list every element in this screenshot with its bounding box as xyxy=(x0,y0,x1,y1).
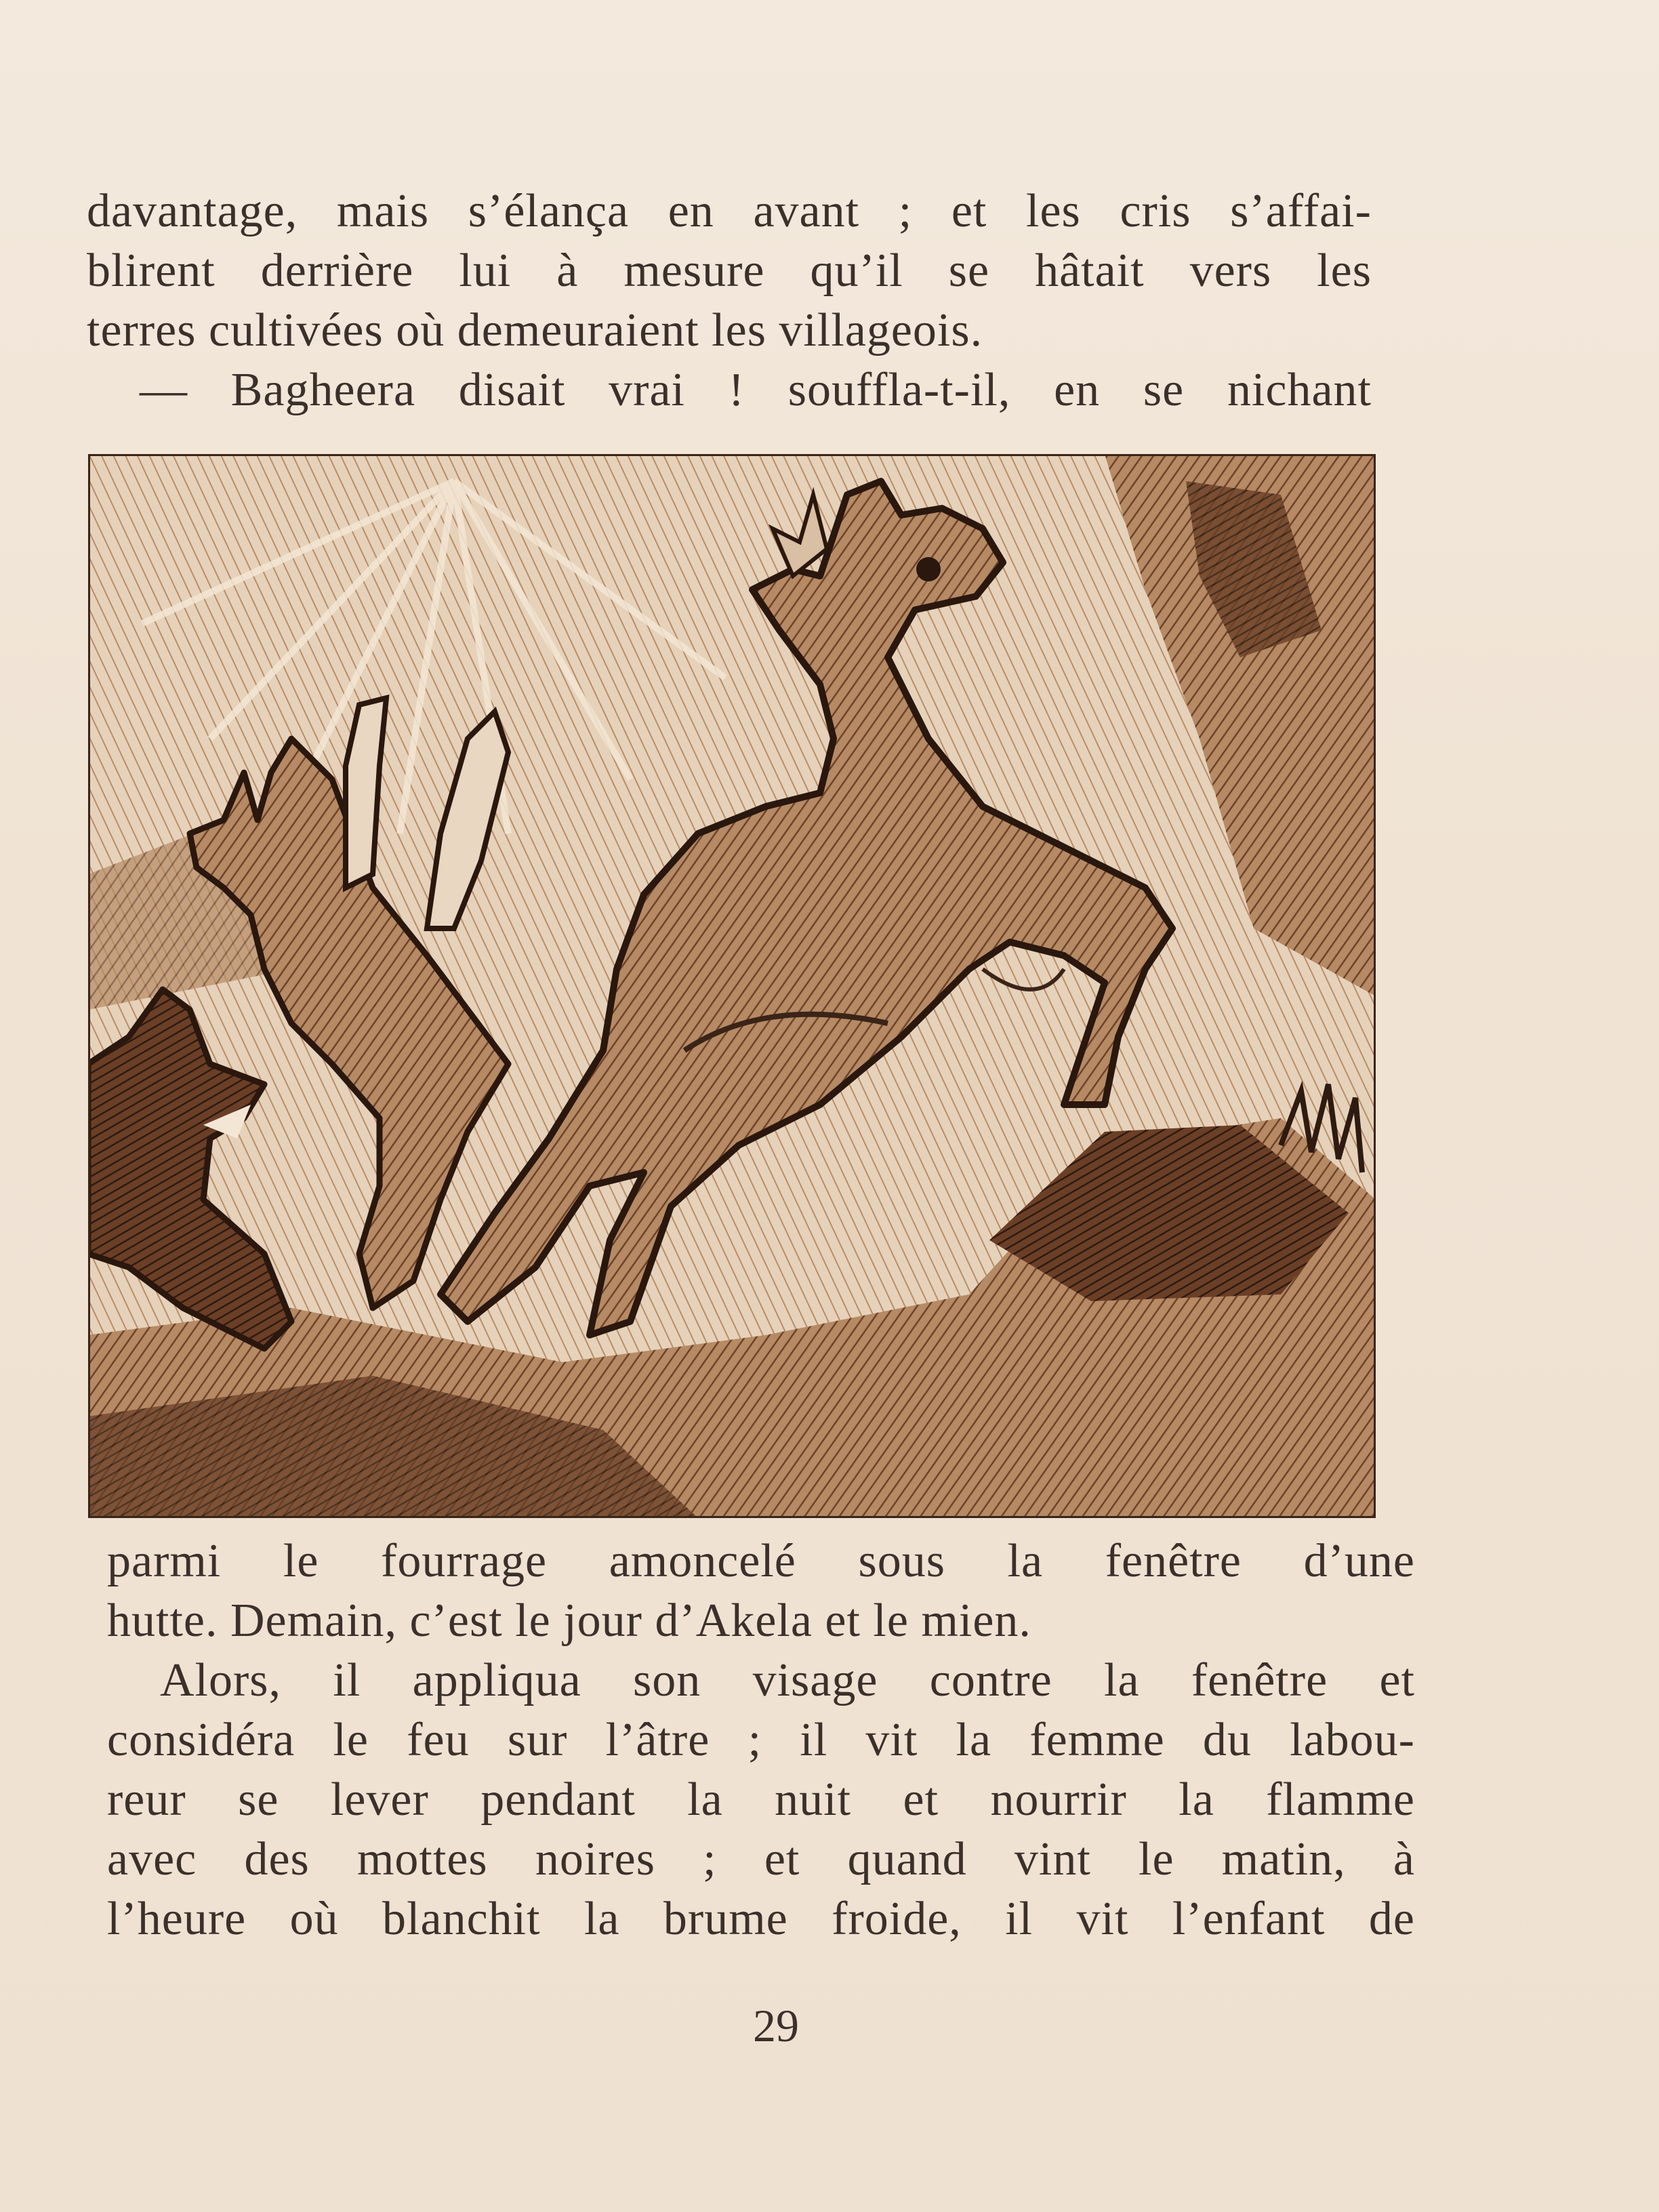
woodcut-illustration xyxy=(88,454,1376,1518)
text-line: blirent derrière lui à mesure qu’il se hâtait vers les xyxy=(87,245,1372,297)
text-line: reur se lever pendant la nuit et nourrir la flamme xyxy=(107,1774,1415,1826)
text-line: Alors, il appliqua son visage contre la fenêtre et xyxy=(160,1654,1415,1706)
text-line: l’heure où blanchit la brume froide, il vit l’enfant de xyxy=(107,1893,1415,1945)
text-line: considéra le feu sur l’âtre ; il vit la femme du labou- xyxy=(107,1714,1415,1766)
text-line: — Bagheera disait vrai ! souffla-t-il, en se nichant xyxy=(140,364,1372,416)
text-line: terres cultivées où demeuraient les villageois. xyxy=(87,304,983,356)
text-line: davantage, mais s’élança en avant ; et les cris s’affai- xyxy=(87,185,1372,237)
text-line: parmi le fourrage amoncelé sous la fenêtre d’une xyxy=(107,1535,1415,1587)
text-line: hutte. Demain, c’est le jour d’Akela et le mien. xyxy=(107,1595,1031,1647)
text-line: avec des mottes noires ; et quand vint le matin, à xyxy=(107,1833,1415,1885)
text-block-top xyxy=(87,182,1372,420)
page-number: 29 xyxy=(753,2000,799,2051)
text-block-bottom xyxy=(107,1532,1415,1949)
